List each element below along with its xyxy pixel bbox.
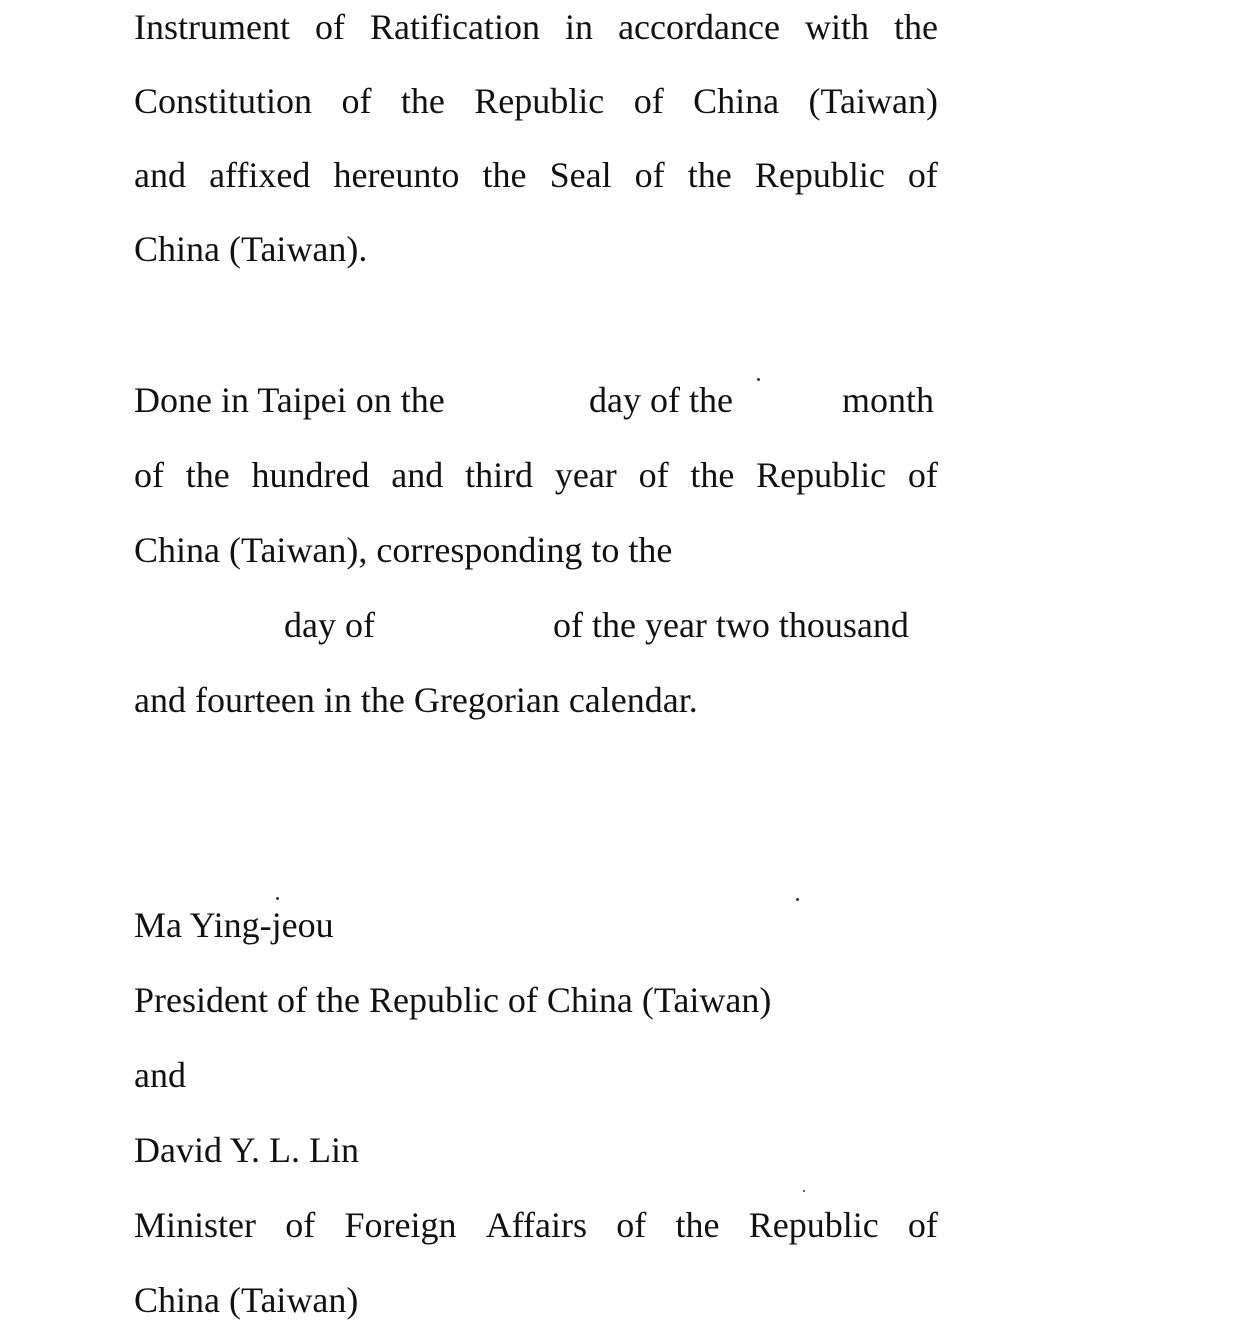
word: the bbox=[400, 81, 445, 121]
scan-speck bbox=[796, 898, 799, 901]
word: of bbox=[638, 455, 669, 495]
ratification-line-1 bbox=[134, 5, 938, 49]
word: Foreign bbox=[344, 1205, 457, 1245]
word: of bbox=[315, 7, 346, 47]
word: Republic bbox=[754, 155, 885, 195]
word: Minister bbox=[134, 1205, 256, 1245]
scan-speck bbox=[803, 1190, 805, 1192]
word: and bbox=[134, 155, 186, 195]
done-line-2 bbox=[134, 453, 938, 497]
word: with bbox=[804, 7, 869, 47]
word: of bbox=[634, 155, 665, 195]
word: of bbox=[907, 155, 938, 195]
president-name: Ma Ying-jeou bbox=[134, 905, 334, 945]
scan-speck bbox=[276, 897, 279, 900]
word: Republic bbox=[474, 81, 605, 121]
word: of bbox=[341, 81, 372, 121]
word: the bbox=[185, 455, 230, 495]
word: of bbox=[633, 81, 664, 121]
word: and bbox=[391, 455, 444, 495]
ratification-line-4: China (Taiwan). bbox=[134, 229, 368, 269]
word: of bbox=[616, 1205, 647, 1245]
word: the bbox=[894, 7, 938, 47]
word: accordance bbox=[618, 7, 780, 47]
word: hereunto bbox=[333, 155, 460, 195]
word: Constitution bbox=[134, 81, 313, 121]
word: of bbox=[907, 1205, 938, 1245]
word: hundred bbox=[251, 455, 370, 495]
word: the bbox=[482, 155, 527, 195]
word: affixed bbox=[209, 155, 311, 195]
word: the bbox=[690, 455, 735, 495]
done-line-5: and fourteen in the Gregorian calendar. bbox=[134, 680, 698, 720]
word: year bbox=[554, 455, 617, 495]
minister-title-line-2: China (Taiwan) bbox=[134, 1280, 359, 1320]
word: the bbox=[687, 155, 732, 195]
word: (Taiwan) bbox=[808, 81, 938, 121]
word: Instrument bbox=[134, 7, 290, 47]
word: of bbox=[134, 455, 164, 495]
word: Ratification bbox=[370, 7, 540, 47]
word: third bbox=[465, 455, 534, 495]
conjunction-and: and bbox=[134, 1055, 186, 1095]
minister-name: David Y. L. Lin bbox=[134, 1130, 359, 1170]
done-line-1-start: Done in Taipei on the bbox=[134, 380, 445, 420]
word: Republic bbox=[748, 1205, 879, 1245]
done-line-1-middle: day of the bbox=[589, 380, 733, 420]
done-line-3: China (Taiwan), corresponding to the bbox=[134, 530, 673, 570]
word: of bbox=[907, 455, 938, 495]
word: of bbox=[285, 1205, 316, 1245]
ratification-line-3 bbox=[134, 153, 938, 197]
done-line-4-start: day of bbox=[284, 605, 375, 645]
done-line-4-end: of the year two thousand bbox=[553, 605, 909, 645]
word: Affairs bbox=[485, 1205, 588, 1245]
ratification-line-2 bbox=[134, 79, 938, 123]
word: China bbox=[693, 81, 780, 121]
minister-title-line-1 bbox=[134, 1203, 938, 1247]
done-line-1-end: month bbox=[842, 380, 935, 420]
word: in bbox=[565, 7, 594, 47]
scan-speck bbox=[757, 378, 760, 381]
word: the bbox=[675, 1205, 720, 1245]
word: Seal bbox=[549, 155, 612, 195]
word: Republic bbox=[756, 455, 887, 495]
president-title: President of the Republic of China (Taiwan) bbox=[134, 980, 772, 1020]
